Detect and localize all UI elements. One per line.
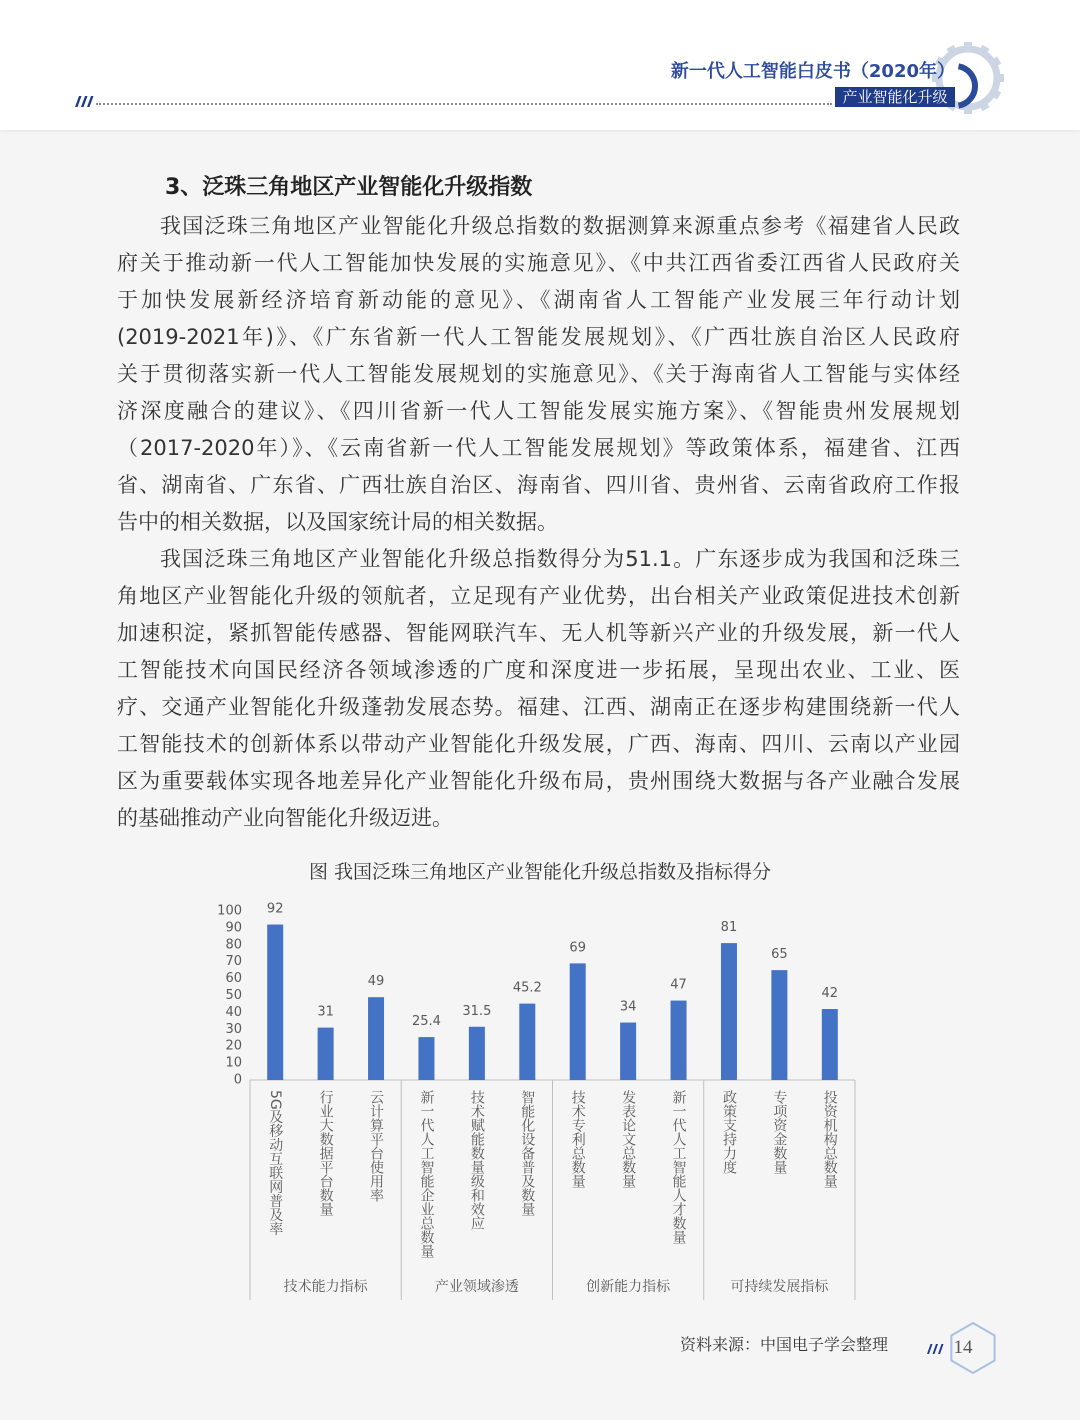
x-tick-label: 智能化设备普及数量 [519, 1090, 536, 1216]
x-tick-label: 云计算平台使用率 [368, 1090, 385, 1202]
y-tick-label: 30 [225, 1021, 242, 1037]
x-tick-label: 技术专利总数量 [569, 1090, 586, 1188]
page-number: 14 [953, 1337, 973, 1358]
data-label: 25.4 [411, 1014, 441, 1030]
data-label: 92 [266, 901, 284, 917]
bar-chart [200, 890, 900, 1310]
body-line: 工智能技术向国民经济各领域渗透的广度和深度进一步拓展，呈现出农业、工业、医 [117, 658, 960, 682]
bar [418, 1037, 434, 1080]
body-line: 关于贯彻落实新一代人工智能发展规划的实施意见》、《关于海南省人工智能与实体经 [117, 362, 960, 386]
body-line: (2019-2021年)》、《广东省新一代人工智能发展规划》、《广西壮族自治区人民政府 [117, 325, 960, 349]
x-tick-label: 新一代人工智能企业总数量 [418, 1090, 435, 1258]
bar [469, 1027, 485, 1080]
bar [620, 1023, 636, 1080]
x-tick-label: 专项资金数量 [771, 1090, 788, 1174]
page-header [0, 0, 1080, 130]
body-line: 于加快发展新经济培育新动能的意见》、《湖南省人工智能产业发展三年行动计划 [117, 288, 960, 312]
x-tick-label: 发表论文总数量 [620, 1090, 637, 1188]
bar [519, 1004, 535, 1080]
bar [267, 925, 283, 1080]
document-subtitle-banner: 产业智能化升级 [835, 87, 955, 107]
body-line: 我国泛珠三角地区产业智能化升级总指数得分为51.1。广东逐步成为我国和泛珠三 [160, 547, 960, 571]
bar [721, 943, 737, 1080]
body-line: 府关于推动新一代人工智能加快发展的实施意见》、《中共江西省委江西省人民政府关 [117, 251, 960, 275]
y-tick-label: 80 [225, 937, 242, 953]
body-line: 角地区产业智能化升级的领航者，立足现有产业优势，出台相关产业政策促进技术创新 [117, 584, 960, 608]
data-label: 31.5 [462, 1003, 492, 1019]
body-line: （2017-2020年）》、《云南省新一代人工智能发展规划》等政策体系，福建省、江西 [117, 436, 960, 460]
y-tick-label: 70 [225, 954, 242, 970]
y-tick-label: 40 [225, 1004, 242, 1020]
data-label: 42 [821, 986, 839, 1002]
body-line: 加速积淀，紧抓智能传感器、智能网联汽车、无人机等新兴产业的升级发展，新一代人 [117, 621, 960, 645]
data-label: 69 [569, 940, 586, 956]
x-tick-label: 技术赋能数量级和效应 [468, 1090, 485, 1230]
group-label: 可持续发展指标 [730, 1279, 829, 1295]
data-label: 47 [670, 977, 687, 993]
x-tick-label: 政策支持力度 [720, 1090, 737, 1174]
group-label: 产业领域渗透 [434, 1279, 519, 1295]
data-label: 81 [720, 920, 738, 936]
y-tick-label: 10 [225, 1055, 242, 1071]
x-tick-label: 新一代人工智能人才数量 [670, 1090, 687, 1244]
data-label: 45.2 [512, 980, 542, 996]
bar [771, 970, 787, 1080]
bar [671, 1001, 687, 1080]
x-tick-label: 5G及移动互联网普及率 [267, 1090, 284, 1236]
group-label: 技术能力指标 [283, 1279, 368, 1295]
body-text [117, 208, 960, 837]
body-line: 省、湖南省、广东省、广西壮族自治区、海南省、四川省、贵州省、云南省政府工作报 [117, 473, 960, 497]
body-line: 我国泛珠三角地区产业智能化升级总指数的数据测算来源重点参考《福建省人民政 [160, 214, 960, 238]
body-line: 区为重要载体实现各地差异化产业智能化升级布局，贵州围绕大数据与各产业融合发展 [117, 769, 960, 793]
bar [318, 1028, 334, 1080]
document-title: 新一代人工智能白皮书（2020年） [670, 61, 955, 82]
body-line: 济深度融合的建议》、《四川省新一代人工智能发展实施方案》、《智能贵州发展规划 [117, 399, 960, 423]
group-label: 创新能力指标 [586, 1279, 671, 1295]
header-dotted-rule [96, 103, 832, 105]
y-tick-label: 90 [225, 920, 242, 936]
y-tick-label: 100 [217, 903, 242, 919]
figure-caption: 图 我国泛珠三角地区产业智能化升级总指数及指标得分 [308, 861, 772, 883]
bar [822, 1009, 838, 1080]
slash-marks-icon [926, 1344, 944, 1354]
body-line: 疗、交通产业智能化升级蓬勃发展态势。福建、江西、湖南正在逐步构建围绕新一代人 [117, 695, 960, 719]
body-line: 工智能技术的创新体系以带动产业智能化升级发展，广西、海南、四川、云南以产业园 [117, 732, 960, 756]
y-tick-label: 20 [225, 1038, 242, 1054]
data-label: 49 [367, 974, 385, 990]
body-line: 的基础推动产业向智能化升级迈进。 [117, 806, 453, 830]
x-tick-label: 投资机构总数量 [821, 1090, 838, 1188]
y-tick-label: 0 [233, 1072, 242, 1088]
slash-marks-icon [74, 96, 94, 107]
bar [368, 997, 384, 1080]
section-heading: 3、泛珠三角地区产业智能化升级指数 [165, 175, 533, 200]
y-tick-label: 50 [225, 988, 242, 1003]
data-label: 65 [771, 947, 788, 963]
x-tick-label: 行业大数据平台数量 [317, 1090, 334, 1216]
y-tick-label: 60 [225, 971, 242, 987]
body-line: 告中的相关数据，以及国家统计局的相关数据。 [117, 510, 558, 534]
data-label: 34 [619, 999, 637, 1015]
data-label: 31 [317, 1004, 334, 1020]
bar [570, 963, 586, 1080]
source-note: 资料来源：中国电子学会整理 [680, 1335, 889, 1354]
